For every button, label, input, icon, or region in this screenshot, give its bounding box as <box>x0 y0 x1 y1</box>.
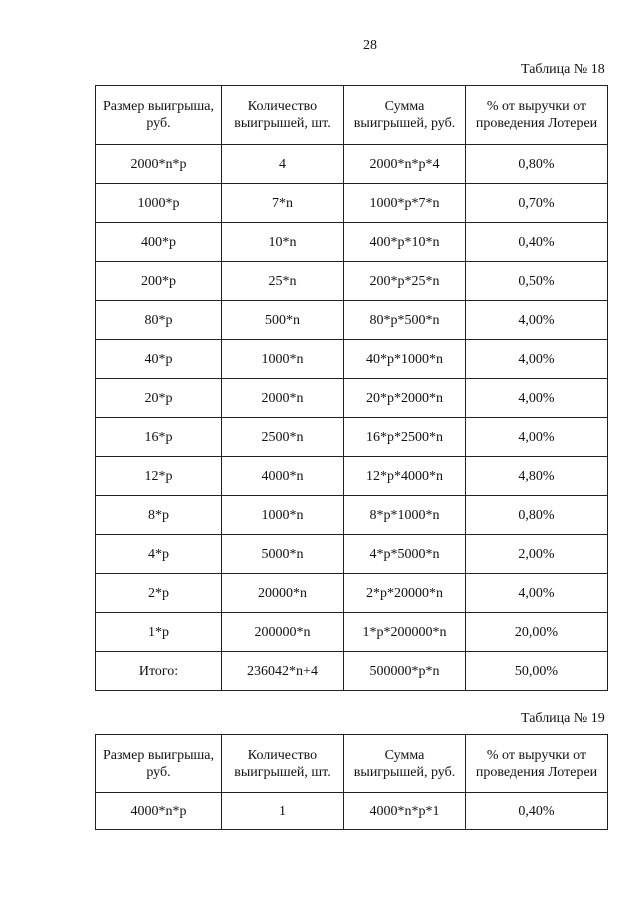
cell-prize-size: 400*p <box>96 223 222 262</box>
cell-prize-size: 1*p <box>96 613 222 652</box>
cell-revenue-percent: 0,40% <box>466 793 608 830</box>
cell-prize-sum: 200*p*25*n <box>344 262 466 301</box>
header-row <box>96 735 608 793</box>
cell-prize-count: 500*n <box>222 301 344 340</box>
table-row <box>96 223 608 262</box>
cell-prize-size: 20*p <box>96 379 222 418</box>
cell-prize-sum: 1*p*200000*n <box>344 613 466 652</box>
cell-prize-size: 2000*n*p <box>96 145 222 184</box>
table-row <box>96 262 608 301</box>
cell-prize-size: 8*p <box>96 496 222 535</box>
cell-prize-count: 236042*n+4 <box>222 652 344 691</box>
table-row <box>96 184 608 223</box>
cell-prize-count: 25*n <box>222 262 344 301</box>
cell-prize-size: 2*p <box>96 574 222 613</box>
cell-revenue-percent: 0,80% <box>466 496 608 535</box>
cell-prize-size: 1000*p <box>96 184 222 223</box>
cell-revenue-percent: 0,40% <box>466 223 608 262</box>
table-row <box>96 457 608 496</box>
cell-prize-count: 5000*n <box>222 535 344 574</box>
cell-prize-count: 7*n <box>222 184 344 223</box>
cell-prize-size: 4*p <box>96 535 222 574</box>
header-prize-size: Размер выигрыша, руб. <box>96 735 222 793</box>
cell-prize-count: 2500*n <box>222 418 344 457</box>
table-row <box>96 379 608 418</box>
table-row <box>96 145 608 184</box>
table-row <box>96 574 608 613</box>
table-row <box>96 652 608 691</box>
cell-prize-size: 16*p <box>96 418 222 457</box>
cell-revenue-percent: 4,00% <box>466 418 608 457</box>
cell-prize-size: Итого: <box>96 652 222 691</box>
cell-prize-sum: 500000*p*n <box>344 652 466 691</box>
cell-prize-sum: 2*p*20000*n <box>344 574 466 613</box>
table-body <box>96 145 608 691</box>
cell-prize-sum: 80*p*500*n <box>344 301 466 340</box>
cell-prize-size: 12*p <box>96 457 222 496</box>
cell-revenue-percent: 4,80% <box>466 457 608 496</box>
page-number: 28 <box>363 38 377 53</box>
cell-prize-sum: 16*p*2500*n <box>344 418 466 457</box>
cell-revenue-percent: 50,00% <box>466 652 608 691</box>
cell-prize-count: 4 <box>222 145 344 184</box>
table-row <box>96 340 608 379</box>
table-body <box>96 793 608 830</box>
cell-revenue-percent: 4,00% <box>466 379 608 418</box>
header-prize-sum: Сумма выигрышей, руб. <box>344 86 466 145</box>
header-row <box>96 86 608 145</box>
cell-prize-size: 200*p <box>96 262 222 301</box>
header-revenue-percent: % от выручки от проведения Лотереи <box>466 86 608 145</box>
table-row <box>96 496 608 535</box>
header-prize-size: Размер выигрыша, руб. <box>96 86 222 145</box>
cell-prize-sum: 4*p*5000*n <box>344 535 466 574</box>
table-row <box>96 535 608 574</box>
header-prize-sum: Сумма выигрышей, руб. <box>344 735 466 793</box>
cell-prize-count: 4000*n <box>222 457 344 496</box>
header-revenue-percent: % от выручки от проведения Лотереи <box>466 735 608 793</box>
table-row <box>96 613 608 652</box>
header-prize-count: Количество выигрышей, шт. <box>222 735 344 793</box>
cell-prize-sum: 40*p*1000*n <box>344 340 466 379</box>
cell-prize-count: 10*n <box>222 223 344 262</box>
table-row <box>96 301 608 340</box>
cell-prize-sum: 1000*p*7*n <box>344 184 466 223</box>
cell-revenue-percent: 0,80% <box>466 145 608 184</box>
cell-revenue-percent: 0,70% <box>466 184 608 223</box>
cell-prize-count: 2000*n <box>222 379 344 418</box>
cell-prize-count: 1 <box>222 793 344 830</box>
cell-prize-size: 4000*n*p <box>96 793 222 830</box>
cell-prize-sum: 4000*n*p*1 <box>344 793 466 830</box>
table-row <box>96 793 608 830</box>
cell-prize-sum: 2000*n*p*4 <box>344 145 466 184</box>
cell-prize-count: 1000*n <box>222 340 344 379</box>
cell-revenue-percent: 4,00% <box>466 301 608 340</box>
cell-revenue-percent: 20,00% <box>466 613 608 652</box>
table-18-caption: Таблица № 18 <box>521 62 605 77</box>
cell-revenue-percent: 4,00% <box>466 574 608 613</box>
cell-prize-count: 200000*n <box>222 613 344 652</box>
prize-table-19 <box>95 734 608 830</box>
cell-prize-size: 80*p <box>96 301 222 340</box>
table-header <box>96 735 608 793</box>
cell-revenue-percent: 2,00% <box>466 535 608 574</box>
table-header <box>96 86 608 145</box>
table-19-caption: Таблица № 19 <box>521 711 605 726</box>
cell-prize-count: 1000*n <box>222 496 344 535</box>
cell-prize-sum: 400*p*10*n <box>344 223 466 262</box>
cell-prize-sum: 12*p*4000*n <box>344 457 466 496</box>
cell-prize-count: 20000*n <box>222 574 344 613</box>
cell-revenue-percent: 0,50% <box>466 262 608 301</box>
prize-table-18 <box>95 85 608 691</box>
cell-revenue-percent: 4,00% <box>466 340 608 379</box>
cell-prize-sum: 8*p*1000*n <box>344 496 466 535</box>
header-prize-count: Количество выигрышей, шт. <box>222 86 344 145</box>
table-row <box>96 418 608 457</box>
cell-prize-sum: 20*p*2000*n <box>344 379 466 418</box>
cell-prize-size: 40*p <box>96 340 222 379</box>
